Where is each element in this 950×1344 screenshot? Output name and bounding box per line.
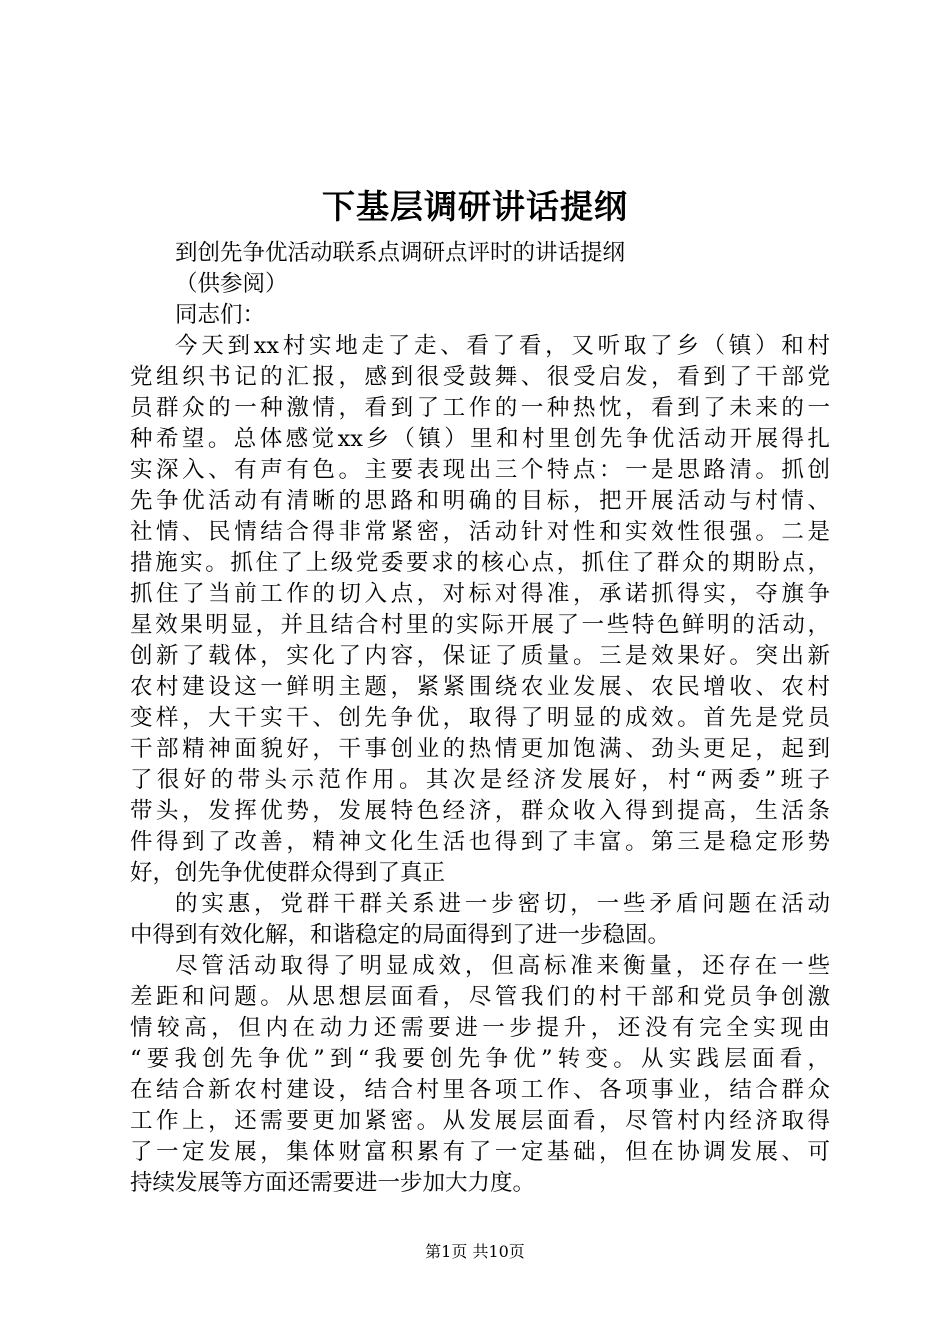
- paragraph-line: 尽管活动取得了明显成效，但高标准来衡量，还存在一些: [175, 953, 830, 979]
- paragraph-line: 星效果明显，并且结合村里的实际开展了一些特色鲜明的活动，: [130, 612, 830, 638]
- paragraph-line: 件得到了改善，精神文化生活也得到了丰富。第三是稳定形势: [130, 829, 830, 855]
- paragraph-line: 的实惠，党群干群关系进一步密切，一些矛盾问题在活动: [175, 891, 830, 917]
- paragraph-line: 实深入、有声有色。主要表现出三个特点：一是思路清。抓创: [130, 457, 830, 483]
- salutation-line: 同志们：: [175, 302, 266, 328]
- note-line: （供参阅）: [175, 271, 288, 297]
- paragraph-line: 措施实。抓住了上级党委要求的核心点，抓住了群众的期盼点，: [130, 550, 830, 576]
- paragraph-line: 了很好的带头示范作用。其次是经济发展好，村“两委”班子: [130, 767, 830, 793]
- subtitle-line: 到创先争优活动联系点调研点评时的讲话提纲: [175, 240, 626, 266]
- paragraph-line: 工作上，还需要更加紧密。从发展层面看，尽管村内经济取得: [130, 1108, 830, 1134]
- paragraph-line: 情较高，但内在动力还需要进一步提升，还没有完全实现由: [130, 1015, 830, 1041]
- page-number-footer: 第1页 共10页: [425, 1242, 525, 1261]
- paragraph-line: 抓住了当前工作的切入点，对标对得准，承诺抓得实，夺旗争: [130, 581, 830, 607]
- paragraph-line: 在结合新农村建设，结合村里各项工作、各项事业，结合群众: [130, 1077, 830, 1103]
- paragraph-line: 中得到有效化解，和谐稳定的局面得到了进一步稳固。: [130, 922, 671, 948]
- paragraph-line: 了一定发展，集体财富积累有了一定基础，但在协调发展、可: [130, 1139, 830, 1165]
- paragraph-line: 差距和问题。从思想层面看，尽管我们的村干部和党员争创激: [130, 984, 830, 1010]
- paragraph-line: 今天到xx村实地走了走、看了看，又听取了乡（镇）和村: [175, 333, 830, 359]
- paragraph-line: 党组织书记的汇报，感到很受鼓舞、很受启发，看到了干部党: [130, 364, 830, 390]
- paragraph-line: 干部精神面貌好，干事创业的热情更加饱满、劲头更足，起到: [130, 736, 830, 762]
- paragraph-line: 变样，大干实干、创先争优，取得了明显的成效。首先是党员: [130, 705, 830, 731]
- paragraph-line: “要我创先争优”到“我要创先争优”转变。从实践层面看，: [130, 1046, 830, 1072]
- document-body: [130, 238, 830, 1199]
- paragraph-line: 创新了载体，实化了内容，保证了质量。三是效果好。突出新: [130, 643, 830, 669]
- paragraph-line: 持续发展等方面还需要进一步加大力度。: [130, 1170, 536, 1196]
- paragraph-line: 先争优活动有清晰的思路和明确的目标，把开展活动与村情、: [130, 488, 830, 514]
- document-title: 下基层调研讲话提纲: [322, 187, 628, 226]
- paragraph-line: 好，创先争优使群众得到了真正: [130, 860, 446, 886]
- paragraph-line: 种希望。总体感觉xx乡（镇）里和村里创先争优活动开展得扎: [130, 426, 830, 452]
- paragraph-line: 社情、民情结合得非常紧密，活动针对性和实效性很强。二是: [130, 519, 830, 545]
- paragraph-line: 员群众的一种激情，看到了工作的一种热忱，看到了未来的一: [130, 395, 830, 421]
- paragraph-line: 带头，发挥优势，发展特色经济，群众收入得到提高，生活条: [130, 798, 830, 824]
- paragraph-line: 农村建设这一鲜明主题，紧紧围绕农业发展、农民增收、农村: [130, 674, 830, 700]
